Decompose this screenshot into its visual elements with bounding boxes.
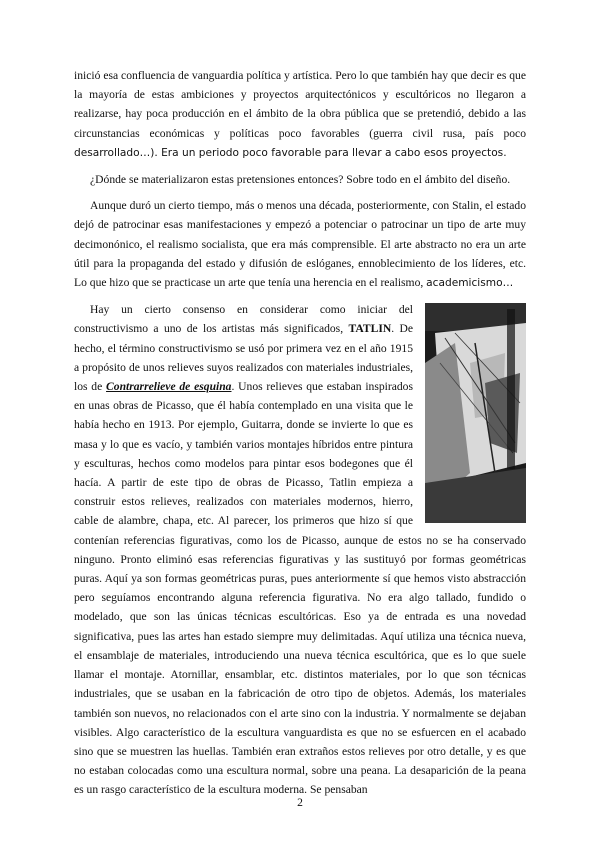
paragraph-3 xyxy=(74,196,526,293)
tatlin-corner-relief-photo xyxy=(425,303,526,523)
paragraph-3-text: Aunque duró un cierto tiempo, más o menos una década, posteriormente, con Stalin, el estado dejó de patrocinar esas manifestaciones y empezó a potenciar o patrocinar un tipo de arte muy decimonónico, el realismo socialista, que era más comprensible. El arte abstracto no era un arte útil para la propaganda del estado y difusión de eslóganes, ennoblecimiento de los líderes, etc. Lo que hizo que se practicase un arte que tenía una herencia en el realismo, xyxy=(74,199,526,290)
artist-name: TATLIN xyxy=(348,322,392,336)
paragraph-4-text-a: Hay un cierto consenso en considerar como iniciar del constructivismo a uno de los artistas más significados, xyxy=(74,303,413,336)
document-page xyxy=(74,66,526,800)
page-number: 2 xyxy=(297,796,303,809)
paragraph-4-text-b: . De hecho, el término constructivismo se usó por primera vez en el año 1915 a propósito de unos relieves suyos realizados con materiales industriales, los de xyxy=(74,322,413,394)
paragraph-1-tail: desarrollado…). Era un periodo poco favorable para llevar a cabo esos proyectos. xyxy=(74,146,507,159)
paragraph-1 xyxy=(74,66,526,163)
paragraph-4-text-c: . Unos relieves que estaban inspirados en unas obras de Picasso, que él había contemplado en una visita que le había hecho en 1913. Por ejemplo, Guitarra, donde se invierte lo que es masa y lo que es vacío, y también varios montajes híbridos entre pintura y esculturas, hechos como modelos para pintar esos bodegones que él hacía. A partir de este tipo de obras de Picasso, Tatlin empieza a construir estos relieves, realizados con materiales modernos, hierro, cable de alambre, chapa, etc. Al parecer, los primeros que hizo sí que contenían referencias figurativas, como los de Picasso, aunque de estos no se ha conservado ninguno. Pronto eliminó esas referencias figurativas y las sustituyó por formas geométricas puras. Aquí ya son formas geométricas puras, pues anteriormente sí que hemos visto abstracción pero seguíamos encontrando alguna referencia figurativa. No era algo tallado, fundido o modelado, que son las únicas técnicas escultóricas. Eso ya de entrada es una novedad significativa, pues las artes han estado siempre muy delimitadas. Aquí utiliza una técnica nueva, el ensamblaje de materiales, introduciendo una nueva técnica escultórica, que es lo que suele llamar el montaje. Atornillar, ensamblar, etc. distintos materiales, por lo que son técnicas industriales, que se usaban en la fabricación de otro tipo de objetos. Además, los materiales también son nuevos, no relacionados con el arte sino con la industria. Y normalmente se dejaban visibles. Algo característico de la escultura vanguardista es que no se esfuercen en el acabado sino que se muestren las huellas. También eran extraños estos relieves por otro detalle, y es que no estaban colocadas como una escultura normal, sobre una peana. La desaparición de la peana es un rasgo característico de la escultura moderna. Se pensaban xyxy=(74,380,526,797)
artwork-title: Contrarrelieve de esquina xyxy=(106,380,232,394)
paragraph-1-text: inició esa confluencia de vanguardia política y artística. Pero lo que también hay que decir es que la mayoría de estas ambiciones y proyectos arquitectónicos y escultóricos no llegaron a realizarse, hay poca producción en el ámbito de la obra pública que se pretendió, debido a las circunstancias económicas y políticas poco favorables (guerra civil rusa, país poco xyxy=(74,69,526,140)
paragraph-2: ¿Dónde se materializaron estas pretensiones entonces? Sobre todo en el ámbito del diseño. xyxy=(90,173,511,187)
paragraph-3-tail: academicismo… xyxy=(426,277,514,290)
